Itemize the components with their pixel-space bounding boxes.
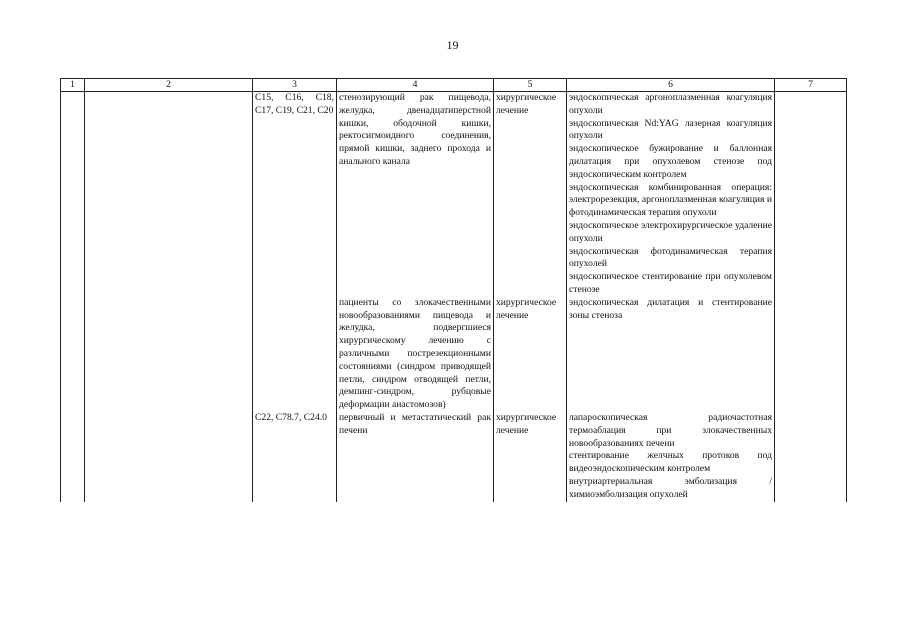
treatment-methods-cell <box>567 297 775 412</box>
treatment-type-cell: хирургическое лечение <box>494 297 567 412</box>
treatment-type-cell: хирургическое лечение <box>494 92 567 297</box>
method-item: эндоскопическая дилатация и стентирование зоны стеноза <box>569 296 772 321</box>
column-header: 3 <box>253 79 337 92</box>
method-item: эндоскопическая аргоноплазменная коагуляция опухоли <box>569 92 772 116</box>
page-number: 19 <box>446 38 459 52</box>
icd-codes-cell: C22, C78.7, C24.0 <box>253 412 337 502</box>
treatment-methods-cell <box>567 92 775 297</box>
table-row <box>61 297 847 412</box>
column-header: 2 <box>85 79 253 92</box>
column-number-row <box>61 79 847 92</box>
column-header: 7 <box>775 79 847 92</box>
table-row <box>61 412 847 502</box>
method-item: эндоскопическая Nd:YAG лазерная коагуляция опухоли <box>569 117 772 142</box>
icd-codes-cell <box>253 297 337 412</box>
services-table <box>60 78 847 502</box>
method-item: эндоскопическое бужирование и баллонная дилатация при опухолевом стенозе под эндоскопическим контролем <box>569 143 772 180</box>
method-item: эндоскопическая фотодинамическая терапия опухолей <box>569 245 772 270</box>
diagnosis-cell: пациенты со злокачественными новообразованиями пищевода и желудка, подвергшиеся хирургическому лечению с различными пострезекционными состояниями (синдром приводящей петли, синдром отводящей петли, демпинг-синдром, рубцовые деформации анастомозов) <box>337 297 494 412</box>
method-item: внутриартериальная эмболизация / химиоэмболизация опухолей <box>569 475 772 500</box>
method-item: эндоскопическое стентирование при опухолевом стенозе <box>569 271 772 295</box>
method-item: эндоскопическая комбинированная операция: электрорезекция, аргоноплазменная коагуляция и фотодинамическая терапия опухоли <box>569 181 772 219</box>
method-item: стентирование желчных протоков под видеоэндоскопическим контролем <box>569 450 772 475</box>
column-header: 5 <box>494 79 567 92</box>
table-row <box>61 92 847 297</box>
column-header: 6 <box>567 79 775 92</box>
treatment-methods-cell <box>567 412 775 502</box>
diagnosis-cell: стенозирующий рак пищевода, желудка, двенадцатиперстной кишки, ободочной кишки, ректосигмоидного соединения, прямой кишки, заднего прохода и анального канала <box>337 92 494 297</box>
column-header: 4 <box>337 79 494 92</box>
column-header: 1 <box>61 79 85 92</box>
diagnosis-cell: первичный и метастатический рак печени <box>337 412 494 502</box>
treatment-type-cell: хирургическое лечение <box>494 412 567 502</box>
icd-codes-cell: C15, C16, C18, C17, C19, C21, C20 <box>253 92 337 297</box>
method-item: лапароскопическая радиочастотная термоаблация при злокачественных новообразованиях печени <box>569 411 772 449</box>
method-item: эндоскопическое электрохирургическое удаление опухоли <box>569 219 772 244</box>
